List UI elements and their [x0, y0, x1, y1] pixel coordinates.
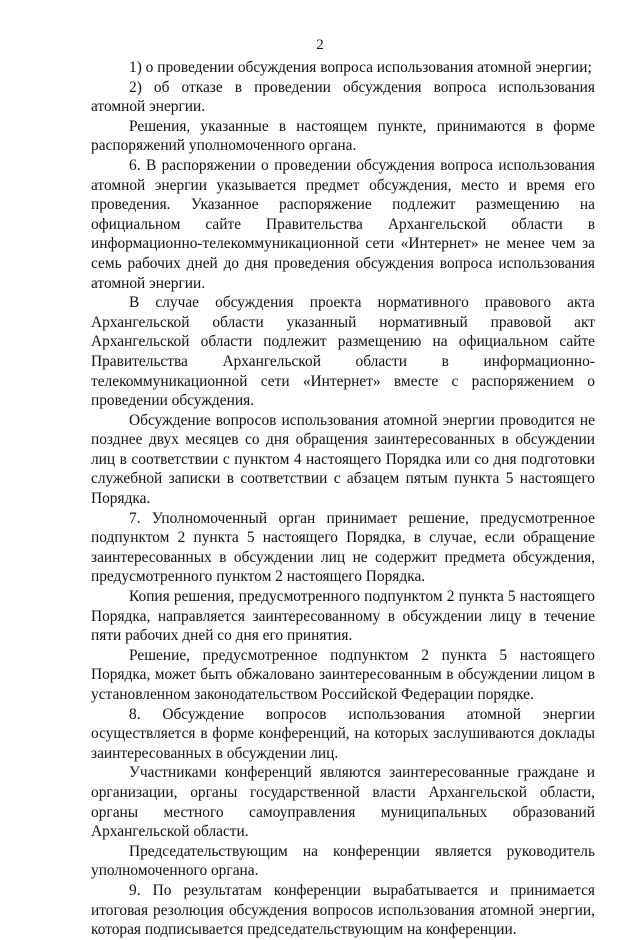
document-body: [91, 58, 595, 940]
paragraph-section-8: 8. Обсуждение вопросов использования атомной энергии осуществляется в форме конференций, на которых заслушиваются доклады заинтересованных в обсуждении лиц.: [91, 705, 595, 762]
paragraph-decision-copy: Копия решения, предусмотренного подпунктом 2 пункта 5 настоящего Порядка, направляется заинтересованному в обсуждении лицу в течение пяти рабочих дней со дня его принятия.: [91, 588, 595, 645]
paragraph-chairperson: Председательствующим на конференции является руководитель уполномоченного органа.: [91, 842, 595, 880]
paragraph-appeal: Решение, предусмотренное подпунктом 2 пункта 5 настоящего Порядка, может быть обжаловано заинтересованным в обсуждении лицом в установленном законодательством Российской Федерации порядке.: [91, 646, 595, 703]
paragraph-section-7: 7. Уполномоченный орган принимает решение, предусмотренное подпунктом 2 пункта 5 настоящего Порядка, в случае, если обращение заинтересованных в обсуждении лиц не содержит предмета обсуждения, предусмотренного пунктом 2 настоящего Порядка.: [91, 509, 595, 586]
paragraph-draft-act-publication: В случае обсуждения проекта нормативного правового акта Архангельской области указанный нормативный правовой акт Архангельской области подлежит размещению на официальном сайте Правительства Архангельской области в информационно-телекоммуникационной сети «Интернет» вместе с распоряжением о проведении обсуждения.: [91, 294, 595, 410]
page-number: 2: [316, 37, 324, 53]
paragraph-decisions-form: Решения, указанные в настоящем пункте, принимаются в форме распоряжений уполномоченного органа.: [91, 117, 595, 155]
paragraph-section-6: 6. В распоряжении о проведении обсуждения вопроса использования атомной энергии указывается предмет обсуждения, место и время его проведения. Указанное распоряжение подлежит размещению на официальном сайте Правительства Архангельской области в информационно-телекоммуникационной сети «Интернет» не менее чем за семь рабочих дней до дня проведения обсуждения вопроса использования атомной энергии.: [91, 156, 595, 292]
paragraph-participants: Участниками конференций являются заинтересованные граждане и организации, органы государственной власти Архангельской области, органы местного самоуправления муниципальных образований Архангельской области.: [91, 764, 595, 841]
paragraph-item-2: 2) об отказе в проведении обсуждения вопроса использования атомной энергии.: [91, 78, 595, 116]
paragraph-item-1: 1) о проведении обсуждения вопроса использования атомной энергии;: [129, 59, 592, 76]
paragraph-section-9: 9. По результатам конференции вырабатывается и принимается итоговая резолюция обсуждения вопросов использования атомной энергии, которая подписывается председательствующим на конференции.: [91, 881, 595, 939]
paragraph-discussion-deadline: Обсуждение вопросов использования атомной энергии проводится не позднее двух месяцев со дня обращения заинтересованных в обсуждении лиц в соответствии с пунктом 4 настоящего Порядка или со дня подготовки служебной записки в соответствии с абзацем пятым пункта 5 настоящего Порядка.: [91, 411, 595, 508]
